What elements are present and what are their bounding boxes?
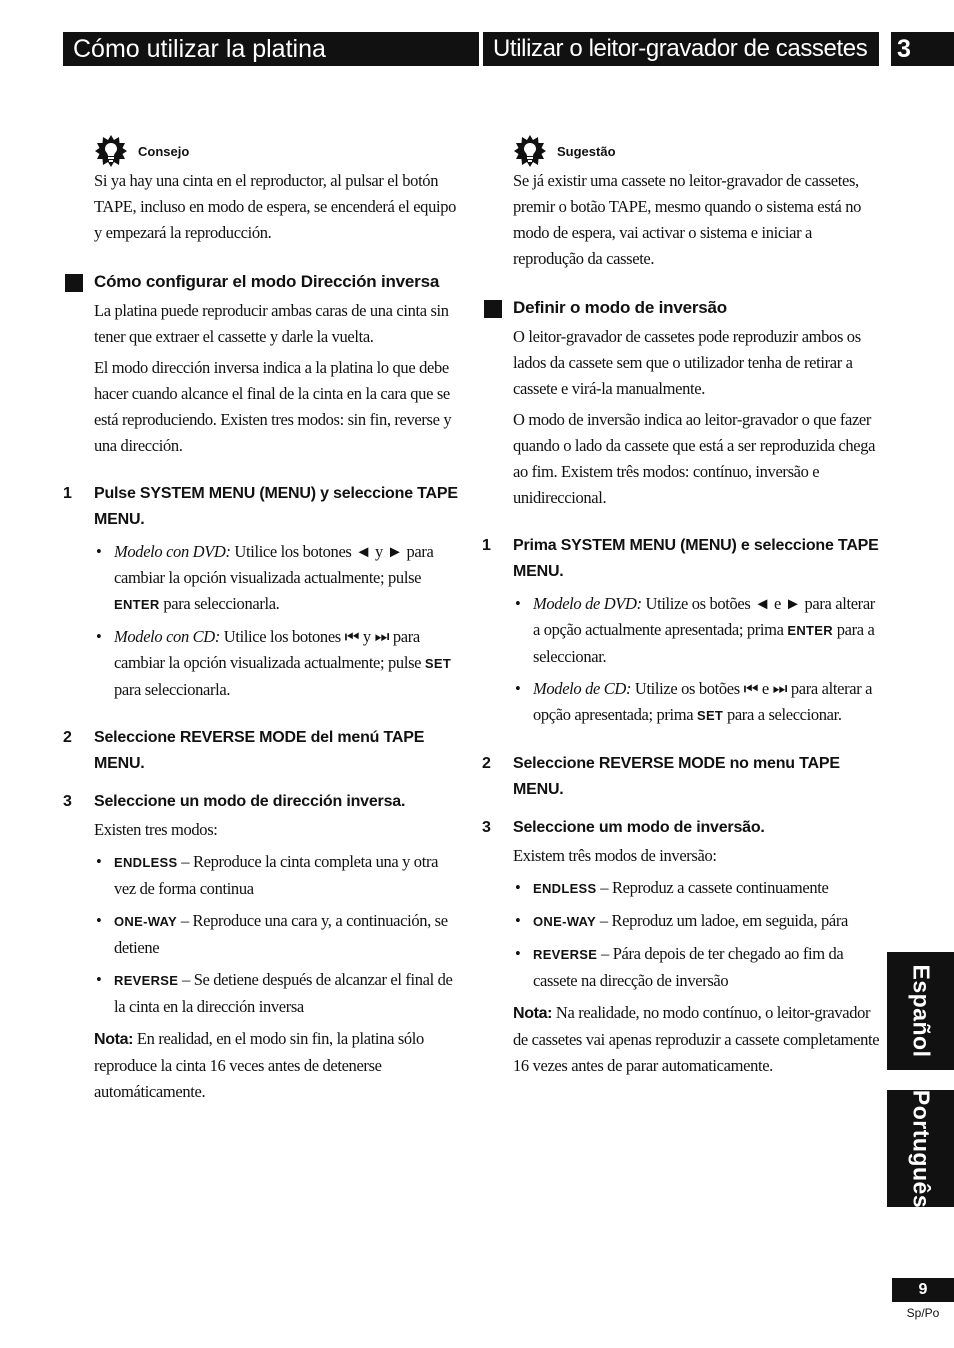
step-number: 1 [63, 485, 72, 502]
mode-label: ENDLESS [533, 881, 597, 896]
step-1 [482, 533, 882, 585]
tab-espanol[interactable] [887, 952, 954, 1070]
step-subtext: Existen tres modos: [94, 820, 218, 839]
header-left-title: Cómo utilizar la platina [63, 32, 479, 66]
step-text: Prima SYSTEM MENU (MENU) e seleccione TAPE MENU. [513, 537, 879, 580]
tip-heading [94, 134, 463, 168]
model-label: Modelo de CD: [533, 679, 632, 698]
bullet-text: – Reproduce una cara y, a continuación, se detiene [114, 911, 448, 957]
bullet-text: – Reproduz um ladoe, em seguida, pára [599, 911, 849, 930]
step-text: Seleccione REVERSE MODE no menu TAPE MENU. [513, 755, 840, 798]
bullet-text: para seleccionarla. [114, 680, 231, 699]
tab-portugues-label: Português [908, 1089, 934, 1208]
note-label: Nota: [94, 1031, 134, 1048]
paragraph: O leitor-gravador de cassetes pode reproduzir ambos os lados da cassete sem que o utilizador tenha de retirar a cassete e virá-la manualmente. [513, 327, 861, 398]
mode-label: ONE-WAY [533, 914, 597, 929]
section-marker [65, 274, 83, 292]
section-title [482, 294, 882, 322]
model-label: Modelo con CD: [114, 627, 220, 646]
bullet-text: – Reproduz a cassete continuamente [600, 878, 829, 897]
step-text: Seleccione um modo de inversão. [513, 819, 765, 836]
paragraph: La platina puede reproducir ambas caras de una cinta sin tener que extraer el cassette y darle la vuelta. [94, 301, 449, 346]
list-item: • Modelo con CD: Utilice los botones ⏮ y ⏭ para cambiar la opción visualizada actualmente; pulse SET para seleccionarla. [96, 627, 452, 699]
tip-heading [513, 134, 882, 168]
header-right-title: Utilizar o leitor-gravador de cassetes [483, 32, 879, 66]
step-subtext: Existem três modos de inversão: [513, 846, 717, 865]
mode-label: REVERSE [533, 947, 598, 962]
list-item: • REVERSE – Pára depois de ter chegado ao fim da cassete na direcção de inversão [515, 944, 844, 990]
step-3 [482, 815, 882, 841]
bullet-text: para a seleccionar. [533, 620, 875, 666]
tip-label: Consejo [138, 143, 190, 159]
list-item: • ENDLESS – Reproduce la cinta completa una y otra vez de forma continua [96, 852, 439, 898]
tip-text: Se já existir uma cassete no leitor-gravador de cassetes, premir o botão TAPE, mesmo quando o sistema está no modo de espera, vai activar o sistema e iniciar a reprodução da cassete. [513, 171, 862, 268]
step-text: Pulse SYSTEM MENU (MENU) y seleccione TAPE MENU. [94, 485, 458, 528]
model-label: Modelo de DVD: [533, 594, 642, 613]
model-label: Modelo con DVD: [114, 542, 231, 561]
page-number: 9 [892, 1278, 954, 1302]
portuguese-column [482, 134, 882, 1084]
tab-espanol-label: Español [908, 964, 934, 1058]
spanish-column [63, 134, 463, 1110]
note [94, 1026, 463, 1105]
tab-portugues[interactable] [887, 1090, 954, 1207]
bullet-text: Utilice los botones ◄ y ► para cambiar la opción visualizada actualmente; pulse [114, 542, 434, 587]
step-number: 3 [63, 793, 72, 810]
bullet-text: para seleccionarla. [163, 594, 280, 613]
section-marker [484, 300, 502, 318]
section-title [63, 268, 463, 296]
tip-label: Sugestão [557, 143, 616, 159]
step-number: 3 [482, 819, 491, 836]
lightbulb-icon [94, 134, 128, 168]
bullet-text: – Reproduce la cinta completa una y otra vez de forma continua [114, 852, 439, 898]
mode-label: ONE-WAY [114, 914, 178, 929]
bullet-text: para a seleccionar. [726, 705, 842, 724]
step-number: 1 [482, 537, 491, 554]
note-text: Na realidade, no modo contínuo, o leitor-gravador de cassetes vai apenas reproduzir a cassete completamente 16 vezes antes de parar automaticamente. [513, 1003, 880, 1075]
lightbulb-icon [513, 134, 547, 168]
mode-label: REVERSE [114, 973, 179, 988]
step-text: Seleccione un modo de dirección inversa. [94, 793, 406, 810]
step-number: 2 [482, 755, 491, 772]
list-item: • ENDLESS – Reproduz a cassete continuamente [515, 878, 829, 897]
list-item: • Modelo con DVD: Utilice los botones ◄ y ► para cambiar la opción visualizada actualmente; pulse ENTER para seleccionarla. [96, 542, 434, 613]
list-item: • Modelo de CD: Utilize os botões ⏮ e ⏭ para alterar a opção apresentada; prima SET para a seleccionar. [515, 679, 873, 724]
section-title-text: Cómo configurar el modo Dirección inversa [94, 272, 440, 291]
page-language-code: Sp/Po [906, 1306, 940, 1320]
bullet-text: Utilice los botones ⏮ y ⏭ para cambiar la opción visualizada actualmente; pulse [114, 627, 422, 672]
key-label: SET [424, 656, 452, 671]
bullet-text: – Pára depois de ter chegado ao fim da cassete na direcção de inversão [533, 944, 844, 990]
bullet-text: Utilize os botões ◄ e ► para alterar a opção actualmente apresentada; prima [533, 594, 875, 639]
step-2 [482, 751, 882, 803]
bullet-text: Utilize os botões ⏮ e ⏭ para alterar a opção apresentada; prima [533, 679, 873, 724]
mode-label: ENDLESS [114, 855, 178, 870]
list-item: • Modelo de DVD: Utilize os botões ◄ e ► para alterar a opção actualmente apresentada; prima ENTER para a seleccionar. [515, 594, 875, 666]
tip-text: Si ya hay una cinta en el reproductor, al pulsar el botón TAPE, incluso en modo de espera, se encenderá el equipo y empezará la reproducción. [94, 171, 457, 242]
step-1 [63, 481, 463, 533]
key-label: SET [696, 708, 724, 723]
list-item: • ONE-WAY – Reproduce una cara y, a continuación, se detiene [96, 911, 448, 957]
key-label: ENTER [787, 623, 833, 638]
bullet-text: – Se detiene después de alcanzar el final de la cinta en la dirección inversa [114, 970, 453, 1016]
key-label: ENTER [114, 597, 160, 612]
note-label: Nota: [513, 1005, 553, 1022]
step-2 [63, 725, 463, 777]
list-item: • ONE-WAY – Reproduz um ladoe, em seguida, pára [515, 911, 849, 930]
note [513, 1000, 882, 1079]
section-title-text: Definir o modo de inversão [513, 298, 727, 317]
chapter-number: 3 [891, 32, 954, 66]
paragraph: O modo de inversão indica ao leitor-gravador o que fazer quando o lado da cassete que está a ser reproduzida chega ao fim. Existem três modos: contínuo, inversão e unidireccional. [513, 410, 876, 507]
paragraph: El modo dirección inversa indica a la platina lo que debe hacer cuando alcance el final de la cinta en la cara que se está reproduciendo. Existen tres modos: sin fin, reverse y una dirección. [94, 358, 452, 455]
list-item: • REVERSE – Se detiene después de alcanzar el final de la cinta en la dirección inversa [96, 970, 453, 1016]
note-text: En realidad, en el modo sin fin, la platina sólo reproduce la cinta 16 veces antes de detenerse automáticamente. [94, 1029, 424, 1101]
step-text: Seleccione REVERSE MODE del menú TAPE MENU. [94, 729, 425, 772]
step-3 [63, 789, 463, 815]
step-number: 2 [63, 729, 72, 746]
